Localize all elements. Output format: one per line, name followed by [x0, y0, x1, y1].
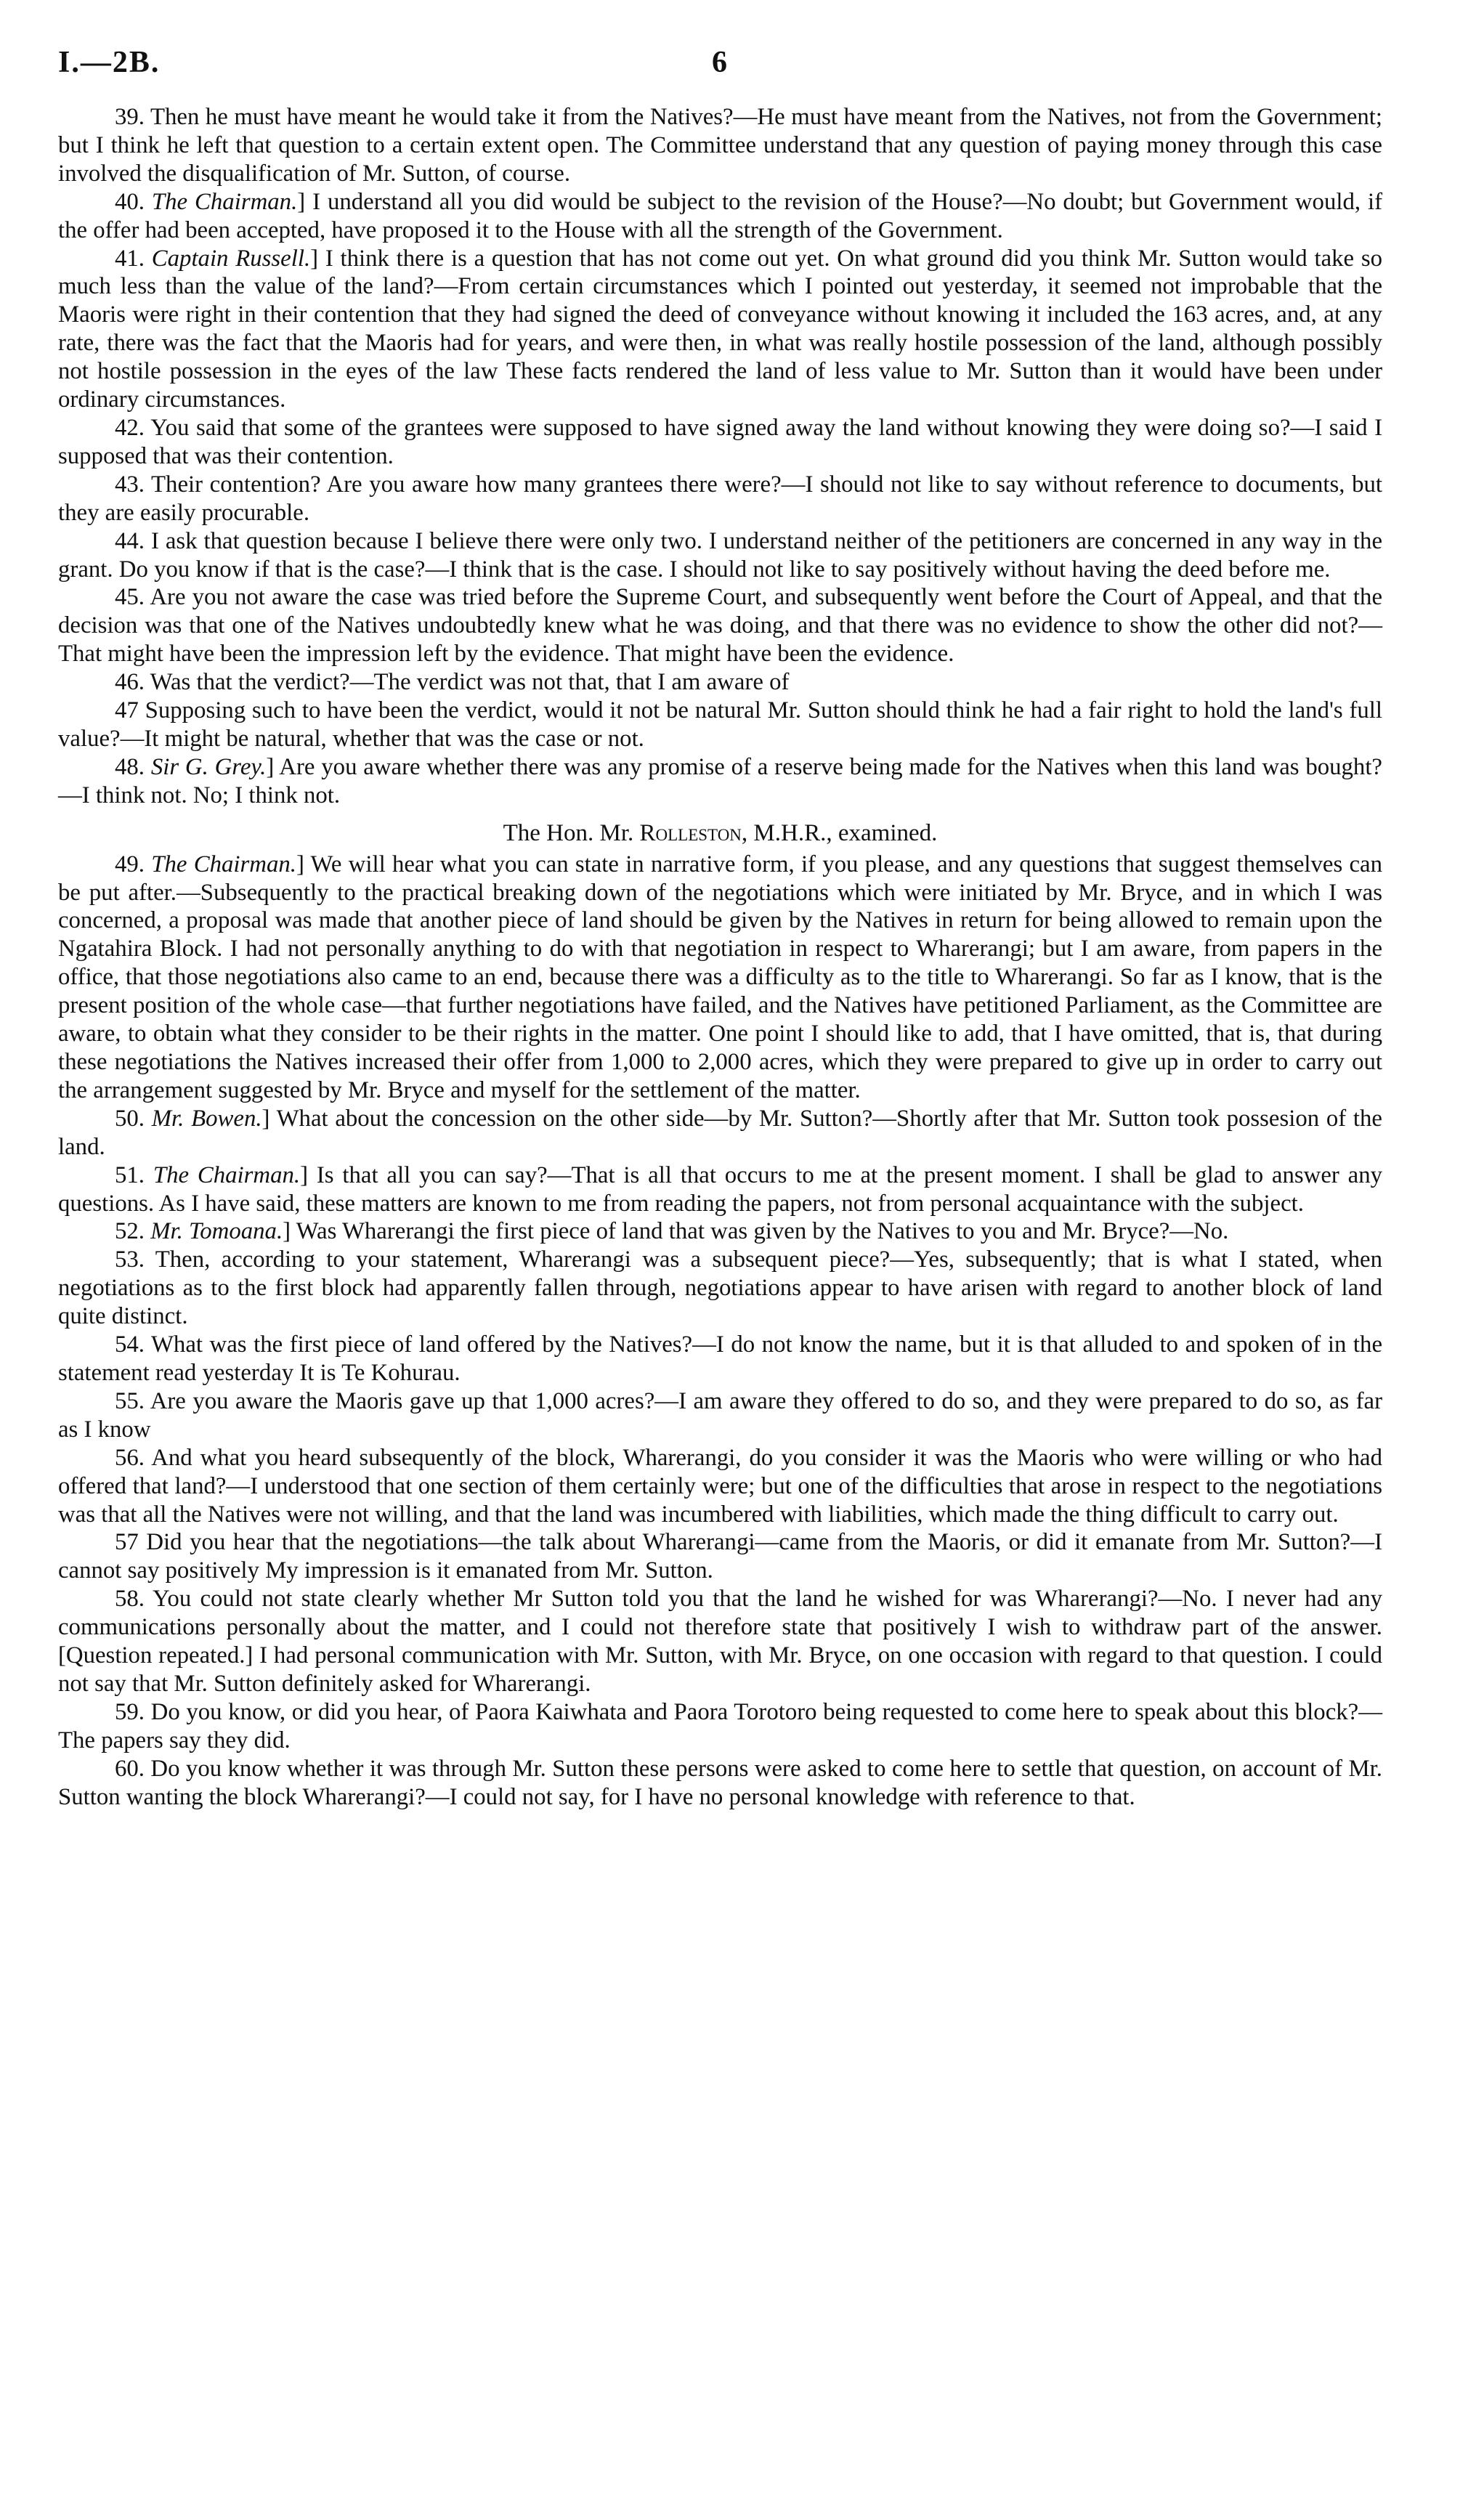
question-number: 44.	[115, 527, 145, 554]
evidence-paragraph	[58, 1331, 1382, 1387]
evidence-paragraph	[58, 103, 1382, 188]
paragraph-text: Was that the verdict?—The verdict was not that, that I am aware of	[150, 669, 790, 696]
evidence-paragraph	[58, 1217, 1382, 1246]
evidence-paragraph	[58, 697, 1382, 753]
evidence-paragraph	[58, 527, 1382, 584]
section-heading	[58, 819, 1382, 848]
paragraph-text: ] Is that all you can say?—That is all that occurs to me at the present moment. I shall be glad to answer any questions. As I have said, these matters are known to me from reading the papers, not from personal acquaintance with the subject.	[58, 1161, 1382, 1217]
question-number: 46.	[115, 669, 145, 696]
evidence-paragraph	[58, 1698, 1382, 1755]
question-number: 56.	[115, 1444, 145, 1471]
section-heading-post: , M.H.R., examined.	[741, 819, 938, 846]
evidence-paragraph	[58, 1444, 1382, 1529]
question-number: 51.	[115, 1161, 145, 1188]
question-number: 55.	[115, 1387, 145, 1414]
evidence-paragraph	[58, 188, 1382, 245]
document-reference: I.—2B.	[58, 46, 161, 79]
paragraph-text: Do you know, or did you hear, of Paora Kaiwhata and Paora Torotoro being requested to come here to speak about this block?—The papers say they did.	[58, 1698, 1383, 1753]
question-number: 39.	[115, 104, 145, 130]
speaker-name: Captain Russell.	[151, 245, 311, 272]
evidence-paragraph	[58, 1246, 1382, 1331]
question-number: 60.	[115, 1755, 145, 1782]
evidence-paragraph	[58, 1161, 1382, 1218]
question-number: 41.	[115, 245, 145, 272]
evidence-paragraph	[58, 245, 1382, 414]
evidence-paragraph	[58, 753, 1382, 810]
evidence-paragraph	[58, 471, 1382, 527]
question-number: 48.	[115, 753, 145, 780]
paragraph-text: Are you not aware the case was tried before the Supreme Court, and subsequently went before the Court of Appeal, and that the decision was that one of the Natives undoubtedly knew what he was doing, and that there was no evidence to show the other did not?—That might have been the impression left by the evidence. That might have been the evidence.	[58, 584, 1383, 668]
evidence-paragraph	[58, 668, 1382, 697]
paragraph-text: Their contention? Are you aware how many grantees there were?—I should not like to say without reference to documents, but they are easily procurable.	[58, 471, 1383, 526]
question-number: 43.	[115, 471, 145, 498]
paragraph-text: Are you aware the Maoris gave up that 1,000 acres?—I am aware they offered to do so, and they were prepared to do so, as far as I know	[58, 1387, 1383, 1443]
question-number: 53.	[115, 1246, 145, 1273]
paragraph-text: ] I understand all you did would be subject to the revision of the House?—No doubt; but Government would, if the offer had been accepted, have proposed it to the House with all the strength of the Government.	[58, 188, 1383, 243]
speaker-name: The Chairman.	[151, 188, 298, 215]
question-number: 50.	[115, 1105, 145, 1132]
paragraph-text: And what you heard subsequently of the block, Wharerangi, do you consider it was the Maoris who were willing or who had offered that land?—I understood that one section of them certainly were; but one of the difficulties that arose in respect to the negotiations was that all the Natives were not willing, and that the land was incumbered with liabilities, which made the thing difficult to carry out.	[58, 1444, 1382, 1528]
evidence-paragraph	[58, 851, 1382, 1105]
speaker-name: Sir G. Grey.	[150, 753, 267, 780]
evidence-paragraph	[58, 1105, 1382, 1161]
evidence-paragraph	[58, 1528, 1382, 1585]
question-number: 47	[115, 697, 139, 724]
paragraph-text: ] We will hear what you can state in narrative form, if you please, and any questions that suggest themselves can be put after.—Subsequently to the practical breaking down of the negotiations which were initiated by Mr. Bryce, and in which I was concerned, a proposal was made that another piece of land should be given by the Natives in return for being allowed to remain upon the Ngatahira Block. I had not personally anything to do with that negotiation in respect to Wharerangi; but I am aware, from papers in the office, that those negotiations also came to an end, because there was a difficulty as to the title to Wharerangi. So far as I know, that is the present position of the whole case—that further negotiations have failed, and the Natives have petitioned Parliament, as the Committee are aware, to obtain what they consider to be their rights in the matter. One point I should like to add, that I have omitted, that is, that during these negotiations the Natives increased their offer from 1,000 to 2,000 acres, which they were prepared to give up in order to carry out the arrangement suggested by Mr. Bryce and myself for the settlement of the matter.	[58, 851, 1383, 1103]
document-body	[58, 103, 1382, 1811]
speaker-name: The Chairman.	[151, 851, 296, 877]
paragraph-text: Did you hear that the negotiations—the talk about Wharerangi—came from the Maoris, or did it emanate from Mr. Sutton?—I cannot say positively My impression is it emanated from Mr. Sutton.	[58, 1529, 1382, 1584]
speaker-name: Mr. Tomoana.	[150, 1218, 283, 1245]
paragraph-text: You said that some of the grantees were supposed to have signed away the land without knowing they were doing so?—I said I supposed that was their contention.	[58, 414, 1382, 469]
evidence-paragraph	[58, 414, 1382, 471]
evidence-paragraph	[58, 1755, 1382, 1812]
question-number: 58.	[115, 1586, 145, 1613]
question-number: 54.	[115, 1331, 145, 1358]
question-number: 49.	[115, 851, 145, 877]
speaker-name: Mr. Bowen.	[151, 1105, 262, 1132]
paragraph-text: What was the first piece of land offered by the Natives?—I do not know the name, but it is that alluded to and spoken of in the statement read yesterday It is Te Kohurau.	[58, 1331, 1383, 1386]
paragraph-text: You could not state clearly whether Mr Sutton told you that the land he wished for was Wharerangi?—No. I never had any communications personally about the matter, and I could not therefore state that positively I wish to withdraw part of the answer. [Question repeated.] I had personal communication with Mr. Sutton, with Mr. Bryce, on one occasion with regard to that question. I could not say that Mr. Sutton definitely asked for Wharerangi.	[58, 1586, 1383, 1697]
question-number: 57	[115, 1529, 139, 1556]
paragraph-text: ] Was Wharerangi the first piece of land that was given by the Natives to you and Mr. Bryce?—No.	[283, 1218, 1229, 1245]
question-number: 45.	[115, 584, 145, 611]
paragraph-text: ] I think there is a question that has not come out yet. On what ground did you think Mr. Sutton would take so much less than the value of the land?—From certain circumstances which I pointed out yesterday, it seemed not improbable that the Maoris were right in their contention that they had signed the deed of conveyance without knowing it included the 163 acres, and, at any rate, there was the fact that the Maoris had for years, and were then, in what was really hostile possession of the land, although possibly not hostile possession in the eyes of the law These facts rendered the land of less value to Mr. Sutton than it would have been under ordinary circumstances.	[58, 245, 1382, 413]
paragraph-text: Then, according to your statement, Wharerangi was a subsequent piece?—Yes, subsequently; that is what I stated, when negotiations as to the first block had apparently fallen through, negotiations appear to have arisen with regard to another block of land quite distinct.	[58, 1246, 1383, 1330]
question-number: 52.	[115, 1218, 145, 1245]
page-header	[58, 36, 1382, 94]
question-number: 40.	[115, 188, 145, 215]
document-page	[58, 36, 1383, 1810]
section-heading-pre: The Hon. Mr.	[503, 819, 634, 846]
evidence-paragraphs-after	[58, 851, 1382, 1812]
evidence-paragraph	[58, 583, 1382, 668]
paragraph-text: ] Are you aware whether there was any promise of a reserve being made for the Natives when this land was bought?—I think not. No; I think not.	[58, 753, 1382, 808]
evidence-paragraph	[58, 1585, 1382, 1698]
question-number: 59.	[115, 1698, 145, 1725]
paragraph-text: ] What about the concession on the other side—by Mr. Sutton?—Shortly after that Mr. Sutton took possesion of the land.	[58, 1105, 1382, 1160]
speaker-name: The Chairman.	[153, 1161, 301, 1188]
evidence-paragraph	[58, 1387, 1382, 1444]
paragraph-text: Then he must have meant he would take it from the Natives?—He must have meant from the Natives, not from the Government; but I think he left that question to a certain extent open. The Committee understand that any question of paying money through this case involved the disqualification of Mr. Sutton, of course.	[58, 104, 1383, 187]
paragraph-text: Supposing such to have been the verdict, would it not be natural Mr. Sutton should think he had a fair right to hold the land's full value?—It might be natural, whether that was the case or not.	[58, 697, 1382, 752]
question-number: 42.	[115, 414, 145, 441]
evidence-paragraphs-before	[58, 103, 1382, 810]
section-heading-name: Rolleston	[639, 819, 742, 846]
page-number: 6	[712, 46, 727, 79]
paragraph-text: I ask that question because I believe there were only two. I understand neither of the petitioners are concerned in any way in the grant. Do you know if that is the case?—I think that is the case. I should not like to say positively without having the deed before me.	[58, 527, 1382, 583]
paragraph-text: Do you know whether it was through Mr. Sutton these persons were asked to come here to settle that question, on account of Mr. Sutton wanting the block Wharerangi?—I could not say, for I have no personal knowledge with reference to that.	[58, 1755, 1382, 1810]
